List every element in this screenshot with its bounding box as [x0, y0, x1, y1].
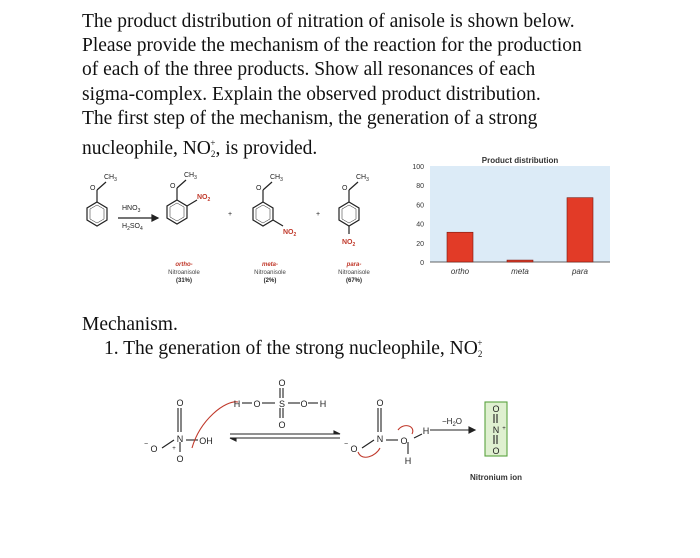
question-text — [82, 10, 642, 166]
bar-para — [567, 198, 593, 262]
question-line-6-post: , is provided. — [215, 138, 318, 160]
para-prefix: para- — [346, 262, 362, 268]
sulfuric-o-right: O — [300, 399, 308, 409]
para-ch3-label: $CH_3$ — [356, 174, 369, 183]
nitric-minus: − — [143, 441, 149, 448]
sulfuric-h-left: H — [233, 399, 241, 409]
reagent-hno3: $HNO_3$ — [122, 205, 141, 214]
reagent-h2so4: $H_2SO_4$ — [122, 223, 143, 232]
y-tick-label: 0 — [420, 260, 424, 267]
protonated-minus: − — [343, 441, 349, 448]
reaction-scheme — [80, 160, 400, 295]
protonated-o-right: O — [400, 436, 408, 446]
plus-sign-2: + — [316, 211, 321, 218]
ortho-name: Nitroanisole — [168, 270, 200, 276]
meta-pct: (2%) — [263, 278, 277, 284]
protonated-h-right: H — [422, 426, 430, 436]
nitric-n-plus: + — [172, 446, 176, 452]
nitric-o-top: O — [176, 398, 184, 408]
nitronium-n: N — [492, 425, 500, 435]
para-pct: (67%) — [345, 278, 363, 284]
question-line-2: Please provide the mechanism of the reaction for the production — [82, 35, 582, 57]
question-line-1: The product distribution of nitration of anisole is shown below. — [82, 11, 575, 32]
y-tick-label: 80 — [416, 183, 424, 191]
bar-meta — [507, 260, 533, 262]
meta-no2-label: $NO_2$ — [283, 229, 297, 238]
nitronium-o-bottom: O — [492, 446, 500, 456]
y-tick-label: 20 — [416, 240, 424, 248]
protonated-o-top: O — [376, 398, 384, 408]
plus-sign-1: + — [228, 211, 233, 218]
protonated-o-left: O — [350, 444, 358, 454]
anisole-ch3-label: $CH_3$ — [104, 174, 117, 183]
question-line-6-pre: nucleophile, NO — [82, 138, 211, 160]
x-tick-label-ortho: ortho — [450, 267, 470, 276]
question-line-4: sigma-complex. Explain the observed product distribution. — [82, 83, 541, 105]
question-line-6-sup: + — [210, 138, 216, 149]
para-o-label: O — [342, 185, 348, 192]
para-name: Nitroanisole — [338, 270, 370, 276]
nitric-n: N — [176, 434, 184, 444]
protonated-n: N — [376, 434, 384, 444]
ortho-ch3-label: $CH_3$ — [184, 172, 197, 181]
mechanism-step-1 — [104, 338, 482, 360]
chart-title: Product distribution — [481, 156, 559, 165]
nitric-oh: OH — [199, 436, 213, 446]
nitronium-o-top: O — [492, 404, 500, 414]
mechanism-title: Mechanism. — [82, 314, 178, 335]
meta-ch3-label: $CH_3$ — [270, 174, 283, 183]
mechanism-step-1-sup: + — [477, 338, 483, 348]
anisole-o-label: O — [90, 185, 96, 192]
x-tick-label-para: para — [571, 267, 589, 276]
question-line-5: The first step of the mechanism, the generation of a strong — [82, 107, 538, 129]
mechanism-diagram — [130, 360, 560, 490]
ortho-prefix: ortho- — [175, 262, 193, 268]
mechanism-step-1-text: 1. The generation of the strong nucleophile, NO — [104, 338, 478, 359]
sulfuric-o-bottom: O — [278, 420, 286, 430]
x-tick-label-meta: meta — [511, 267, 529, 276]
product-distribution-chart — [400, 152, 620, 292]
question-line-6-sub: 2 — [210, 149, 216, 160]
y-tick-label: 60 — [416, 202, 424, 210]
ortho-pct: (31%) — [175, 278, 193, 284]
nitric-o-minus-label: O — [150, 444, 158, 454]
para-no2-label: $NO_2$ — [342, 239, 356, 248]
ortho-o-label: O — [170, 183, 176, 190]
meta-prefix: meta- — [261, 262, 279, 268]
question-line-3: of each of the three products. Show all resonances of each — [82, 59, 536, 81]
sulfuric-s: S — [278, 399, 286, 409]
sulfuric-h-right: H — [319, 399, 327, 409]
protonated-h-bottom: H — [404, 456, 412, 466]
sulfuric-o-top: O — [278, 378, 286, 388]
ortho-no2-label: $NO_2$ — [197, 194, 211, 203]
meta-name: Nitroanisole — [254, 270, 286, 276]
y-tick-label: 100 — [412, 164, 424, 171]
nitric-o-bottom: O — [176, 454, 184, 464]
y-tick-label: 40 — [416, 221, 424, 229]
sulfuric-o-left: O — [253, 399, 261, 409]
nitronium-ion-label: Nitronium ion — [470, 473, 522, 482]
mechanism-step-1-sub: 2 — [477, 349, 483, 359]
bar-ortho — [447, 232, 473, 262]
water-loss-label: $-H_2O$ — [441, 417, 463, 428]
nitronium-plus: + — [502, 426, 506, 432]
meta-o-label: O — [256, 185, 262, 192]
